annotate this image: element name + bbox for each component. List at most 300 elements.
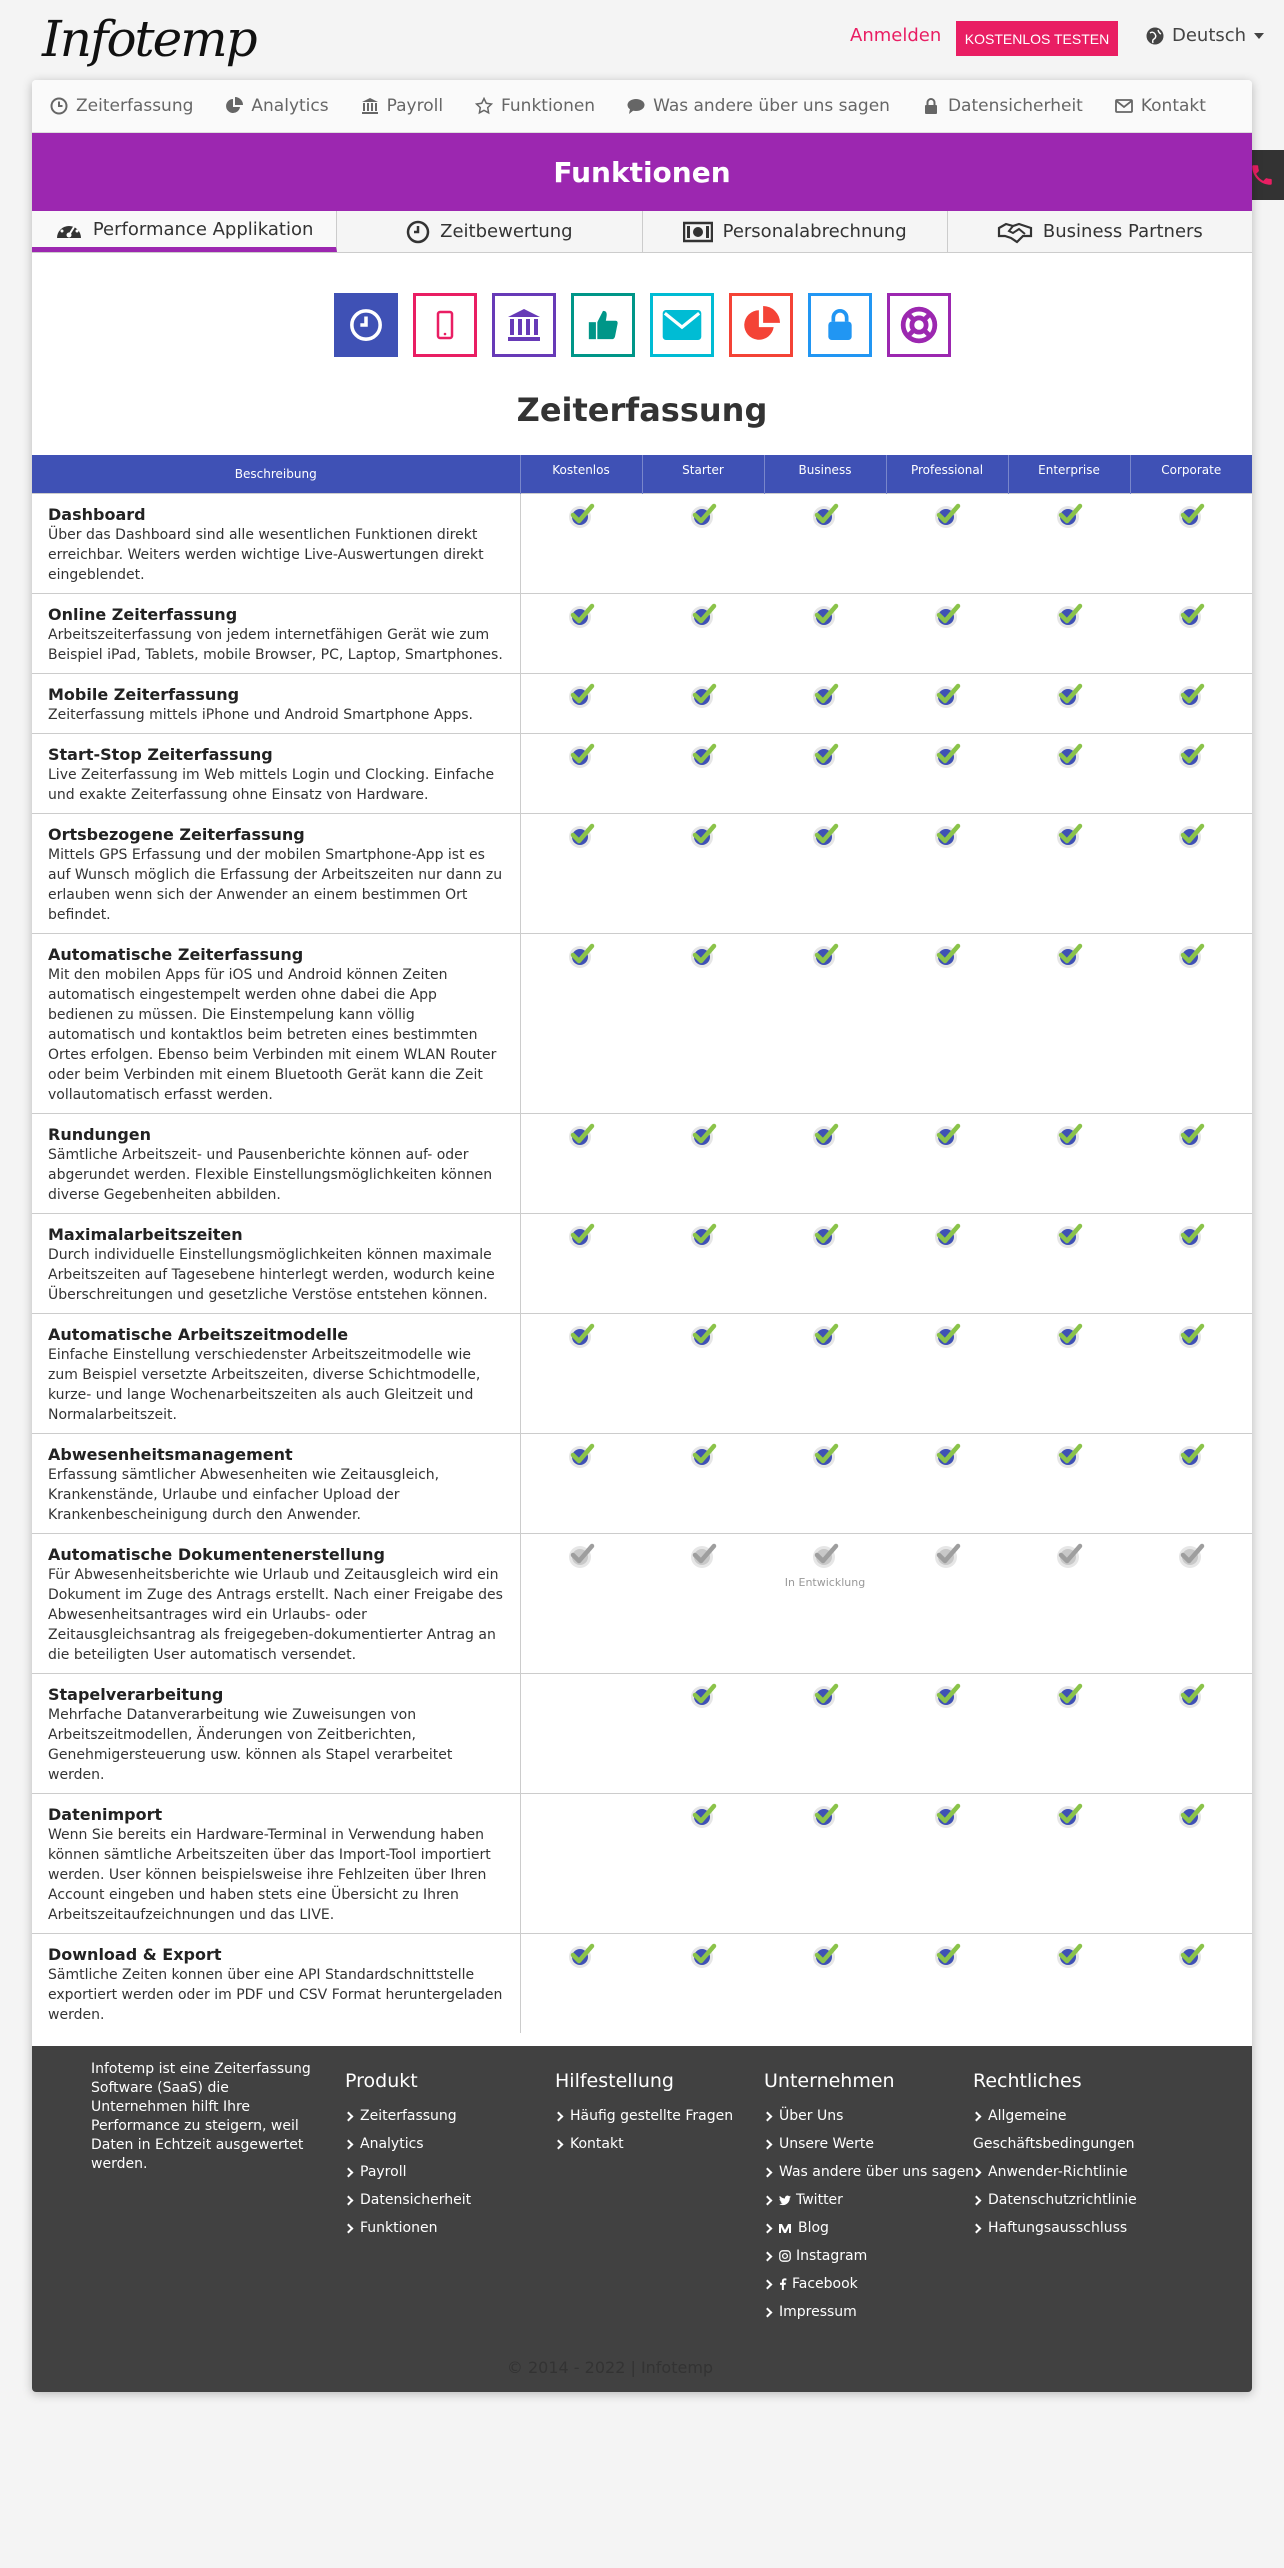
chevron-right-icon <box>344 2167 354 2177</box>
plan-availability-cell <box>1130 1213 1252 1313</box>
check-icon <box>565 1940 597 1972</box>
feature-text: Mit den mobilen Apps für iOS und Android können Zeiten automatisch eingestempelt werden ohne dabei die App bedienen zu müssen. Die Einstempelung kann völlig automatisch und kontaktlos beim betreten eines bestimmten Ortes erfolgen. Ebenso beim Verbinden mit einem WLAN Router oder beim Verbinden mit einem Bluetooth Gerät kann die Zeit vollautomatisch erfasst werden. <box>48 966 497 1103</box>
chevron-right-icon <box>763 2111 773 2121</box>
check-icon <box>1053 1320 1085 1352</box>
plan-availability-cell <box>886 813 1008 933</box>
plan-availability-cell <box>886 1433 1008 1533</box>
chevron-right-icon <box>344 2195 354 2205</box>
plan-availability-cell <box>520 733 642 813</box>
envelope-icon <box>662 310 702 340</box>
nav-label: Analytics <box>251 96 329 116</box>
plan-availability-cell <box>1008 1673 1130 1793</box>
instagram-icon <box>779 2250 791 2262</box>
feature-text: Sämtliche Arbeitszeit- und Pausenberichte können auf- oder abgerundet werden. Flexible Einstellungsmöglichkeiten können diverse Gegebenheiten abbilden. <box>48 1146 493 1203</box>
chevron-right-icon <box>763 2195 773 2205</box>
in-development-note: In Entwicklung <box>784 1575 866 1589</box>
check-icon <box>1053 1440 1085 1472</box>
table-row <box>32 1533 1252 1673</box>
nav-label: Kontakt <box>1140 96 1206 116</box>
check-icon <box>1053 600 1085 632</box>
category-analytics[interactable] <box>729 293 793 357</box>
feature-description-cell <box>32 1533 520 1673</box>
plan-availability-cell <box>520 813 642 933</box>
plan-availability-cell <box>1008 593 1130 673</box>
category-zeiterfassung[interactable] <box>334 293 398 357</box>
page-title: Funktionen <box>32 133 1252 211</box>
category-payroll[interactable] <box>492 293 556 357</box>
plan-availability-cell <box>520 1113 642 1213</box>
plan-availability-cell <box>1130 1433 1252 1533</box>
feature-category-icons <box>32 293 1252 357</box>
feature-description-cell <box>32 1793 520 1933</box>
comment-icon <box>627 97 645 115</box>
table-row <box>32 1113 1252 1213</box>
clock-icon <box>349 308 383 342</box>
footer-link[interactable]: Payroll <box>345 2158 471 2186</box>
envelope-icon <box>1115 97 1133 115</box>
check-icon <box>809 1680 841 1712</box>
column-header-plan: Starter <box>642 455 764 493</box>
check-icon <box>1053 1120 1085 1152</box>
table-row <box>32 1673 1252 1793</box>
content-card <box>32 80 1252 2392</box>
check-icon <box>1053 820 1085 852</box>
category-email[interactable] <box>650 293 714 357</box>
feature-comparison-table <box>32 455 1252 2033</box>
table-row <box>32 1433 1252 1533</box>
table-row <box>32 733 1252 813</box>
feature-title: Start-Stop Zeiterfassung <box>48 744 273 764</box>
check-pending-icon <box>687 1540 719 1572</box>
footer-link[interactable]: Geschäftsbedingungen <box>973 2136 1135 2152</box>
plan-availability-cell <box>764 1213 886 1313</box>
column-header-description: Beschreibung <box>32 455 520 493</box>
check-icon <box>931 1800 963 1832</box>
table-row <box>32 1213 1252 1313</box>
plan-availability-cell <box>764 1933 886 2033</box>
check-icon <box>1175 1120 1207 1152</box>
check-icon <box>931 820 963 852</box>
table-header-row <box>32 455 1252 493</box>
chevron-right-icon <box>763 2251 773 2261</box>
lock-icon <box>825 307 855 343</box>
plan-availability-cell <box>886 1673 1008 1793</box>
plan-availability-cell <box>1008 1533 1130 1673</box>
plan-availability-cell <box>764 933 886 1113</box>
check-icon <box>1175 820 1207 852</box>
check-icon <box>687 500 719 532</box>
feature-description-cell <box>32 1433 520 1533</box>
footer-link[interactable]: Allgemeine <box>973 2102 1137 2130</box>
check-icon <box>1175 1220 1207 1252</box>
chevron-right-icon <box>763 2279 773 2289</box>
check-icon <box>931 1320 963 1352</box>
footer-link[interactable]: Was andere über uns sagen <box>764 2158 974 2186</box>
feature-description-cell <box>32 1213 520 1313</box>
feature-text: Live Zeiterfassung im Web mittels Login und Clocking. Einfache und exakte Zeiterfassung ohne Einsatz von Hardware. <box>48 766 495 803</box>
check-icon <box>687 600 719 632</box>
check-icon <box>809 680 841 712</box>
star-icon <box>475 97 493 115</box>
nav-label: Datensicherheit <box>947 96 1083 116</box>
chevron-right-icon <box>554 2139 564 2149</box>
plan-availability-cell <box>520 933 642 1113</box>
thumbs-up-icon <box>585 308 621 342</box>
plan-availability-cell <box>764 493 886 593</box>
plan-availability-cell <box>520 493 642 593</box>
plan-availability-cell <box>1130 673 1252 733</box>
plan-availability-cell <box>1008 1313 1130 1433</box>
footer-link[interactable]: Unsere Werte <box>764 2130 974 2158</box>
plan-availability-cell <box>886 933 1008 1113</box>
check-icon <box>687 1680 719 1712</box>
category-feedback[interactable] <box>571 293 635 357</box>
plan-availability-cell <box>1130 1673 1252 1793</box>
check-icon <box>1053 940 1085 972</box>
check-icon <box>809 1320 841 1352</box>
footer-link[interactable]: Zeiterfassung <box>345 2102 471 2130</box>
medium-icon <box>779 2223 793 2234</box>
check-icon <box>687 680 719 712</box>
tab-bar <box>32 211 1252 253</box>
check-icon <box>1175 1680 1207 1712</box>
feature-title: Stapelverarbeitung <box>48 1684 224 1704</box>
tab-personalabrechnung[interactable] <box>643 211 948 252</box>
feature-text: Einfache Einstellung verschiedenster Arbeitszeitmodelle wie zum Beispiel versetzte Arbeitszeiten, diverse Schichtmodelle, kurze- und lange Wochenarbeitszeiten als auch Gleitzeit und Normalarbeitszeit. <box>48 1346 481 1423</box>
check-icon <box>1053 1940 1085 1972</box>
footer-link[interactable]: Häufig gestellte Fragen <box>555 2102 733 2130</box>
check-icon <box>1175 1940 1207 1972</box>
bank-icon <box>361 97 379 115</box>
plan-availability-cell <box>642 1673 764 1793</box>
check-icon <box>1175 680 1207 712</box>
check-icon <box>931 1120 963 1152</box>
footer-link[interactable]: Anwender-Richtlinie <box>973 2158 1137 2186</box>
plan-availability-cell <box>1130 933 1252 1113</box>
check-icon <box>1053 1680 1085 1712</box>
plan-availability-cell <box>1008 673 1130 733</box>
tab-business-partners[interactable] <box>948 211 1252 252</box>
mobile-icon <box>435 309 455 341</box>
check-icon <box>687 740 719 772</box>
feature-title: Online Zeiterfassung <box>48 604 238 624</box>
check-icon <box>809 1800 841 1832</box>
chevron-right-icon <box>763 2139 773 2149</box>
language-label: Deutsch <box>1172 25 1247 46</box>
footer-link[interactable]: Datensicherheit <box>345 2186 471 2214</box>
check-icon <box>931 1440 963 1472</box>
feature-title: Ortsbezogene Zeiterfassung <box>48 824 305 844</box>
check-icon <box>1175 1320 1207 1352</box>
feature-text: Mehrfache Datanverarbeitung wie Zuweisungen von Arbeitszeitmodellen, Änderungen von Zeitberichten, Genehmigersteuerung usw. können als Stapel verarbeitet werden. <box>48 1706 453 1783</box>
plan-availability-cell <box>764 1793 886 1933</box>
feature-text: Zeiterfassung mittels iPhone und Android Smartphone Apps. <box>48 706 473 723</box>
plan-availability-cell <box>520 1933 642 2033</box>
check-pending-icon <box>565 1540 597 1572</box>
plan-availability-cell <box>764 673 886 733</box>
plan-availability-cell <box>520 1533 642 1673</box>
check-pending-icon <box>931 1540 963 1572</box>
plan-availability-cell <box>886 673 1008 733</box>
chevron-down-icon <box>1254 33 1264 39</box>
footer-heading: Produkt <box>345 2070 418 2092</box>
check-icon <box>931 680 963 712</box>
plan-availability-cell <box>764 733 886 813</box>
plan-availability-cell <box>642 1793 764 1933</box>
check-icon <box>1053 1800 1085 1832</box>
feature-description-cell <box>32 673 520 733</box>
check-icon <box>565 680 597 712</box>
feature-title: Dashboard <box>48 504 146 524</box>
plan-availability-cell <box>764 1433 886 1533</box>
chevron-right-icon <box>344 2223 354 2233</box>
logo[interactable]: Infotemp <box>42 10 256 68</box>
plan-availability-cell <box>886 493 1008 593</box>
tab-label: Performance Applikation <box>92 218 314 240</box>
bank-icon <box>504 307 544 343</box>
nav-item-analytics[interactable] <box>225 96 328 116</box>
plan-availability-cell <box>886 733 1008 813</box>
feature-title: Automatische Zeiterfassung <box>48 944 304 964</box>
check-icon <box>809 600 841 632</box>
footer-heading: Rechtliches <box>973 2070 1082 2092</box>
plan-availability-cell <box>886 1793 1008 1933</box>
check-icon <box>809 1440 841 1472</box>
plan-availability-cell <box>642 493 764 593</box>
footer <box>32 2046 1252 2392</box>
nav-label: Was andere über uns sagen <box>653 96 890 116</box>
check-pending-icon <box>1175 1540 1207 1572</box>
category-mobile[interactable] <box>413 293 477 357</box>
check-icon <box>1175 1800 1207 1832</box>
feature-title: Abwesenheitsmanagement <box>48 1444 293 1464</box>
check-icon <box>1175 600 1207 632</box>
chevron-right-icon <box>554 2111 564 2121</box>
plan-availability-cell <box>1008 1433 1130 1533</box>
check-icon <box>687 1320 719 1352</box>
check-icon <box>565 940 597 972</box>
check-icon <box>931 1680 963 1712</box>
feature-title: Download & Export <box>48 1944 222 1964</box>
feature-description-cell <box>32 593 520 673</box>
check-icon <box>809 1120 841 1152</box>
feature-description-cell <box>32 1313 520 1433</box>
footer-column-hilfestellung <box>555 2070 733 2158</box>
check-icon <box>809 820 841 852</box>
plan-availability-cell <box>1008 733 1130 813</box>
feature-text: Über das Dashboard sind alle wesentlichen Funktionen direkt erreichbar. Weiters werden wichtige Live-Auswertungen direkt eingeblendet. <box>48 526 484 583</box>
plan-availability-cell <box>642 1113 764 1213</box>
column-header-plan: Kostenlos <box>520 455 642 493</box>
chevron-right-icon <box>972 2195 982 2205</box>
plan-availability-cell <box>642 593 764 673</box>
plan-availability-cell <box>764 813 886 933</box>
footer-link[interactable]: Analytics <box>345 2130 471 2158</box>
nav-item-testimonials[interactable] <box>627 96 890 116</box>
tab-label: Zeitbewertung <box>440 221 573 242</box>
nav-label: Zeiterfassung <box>76 96 194 116</box>
language-selector[interactable] <box>1146 25 1264 46</box>
plan-availability-cell <box>1008 1213 1130 1313</box>
chevron-right-icon <box>763 2167 773 2177</box>
plan-availability-cell <box>642 1213 764 1313</box>
nav-label: Payroll <box>386 96 444 116</box>
plan-availability-cell <box>642 1433 764 1533</box>
table-row <box>32 673 1252 733</box>
plan-availability-cell <box>1008 1113 1130 1213</box>
check-icon <box>1053 500 1085 532</box>
table-row <box>32 1933 1252 2033</box>
plan-availability-cell <box>764 1673 886 1793</box>
plan-availability-cell <box>886 593 1008 673</box>
check-icon <box>687 1440 719 1472</box>
footer-link-blog[interactable]: Blog <box>764 2214 974 2242</box>
category-support[interactable] <box>887 293 951 357</box>
check-icon <box>687 1940 719 1972</box>
check-pending-icon <box>809 1540 841 1572</box>
feature-description-cell <box>32 733 520 813</box>
plan-availability-cell <box>886 1533 1008 1673</box>
check-icon <box>687 1800 719 1832</box>
main-nav <box>32 80 1252 133</box>
feature-text: Arbeitszeiterfassung von jedem internetfähigen Gerät wie zum Beispiel iPad, Tablets, mobile Browser, PC, Laptop, Smartphones. <box>48 626 503 663</box>
check-icon <box>931 940 963 972</box>
copyright-text: © 2014 - 2022 | Infotemp <box>506 2358 714 2377</box>
footer-link[interactable]: Impressum <box>764 2298 974 2326</box>
nav-item-kontakt[interactable] <box>1115 96 1206 116</box>
check-icon <box>565 1120 597 1152</box>
plan-availability-cell <box>642 813 764 933</box>
feature-text: Mittels GPS Erfassung und der mobilen Smartphone-App ist es auf Wunsch möglich die Erfassung der Arbeitszeiten nur dann zu erlauben wenn sich der Anwender an einem bestimmen Ort befindet. <box>48 846 503 923</box>
chevron-right-icon <box>763 2307 773 2317</box>
footer-heading: Hilfestellung <box>555 2070 674 2092</box>
plan-availability-cell <box>886 1313 1008 1433</box>
pie-chart-icon <box>742 306 780 344</box>
footer-link[interactable]: Haftungsausschluss <box>973 2214 1137 2242</box>
dashboard-icon <box>55 218 83 240</box>
feature-description-cell <box>32 1113 520 1213</box>
chevron-right-icon <box>763 2223 773 2233</box>
plan-availability-cell <box>520 1673 642 1793</box>
footer-link[interactable]: Kontakt <box>555 2130 733 2158</box>
free-trial-button[interactable]: KOSTENLOS TESTEN <box>956 21 1118 56</box>
plan-availability-cell <box>1008 493 1130 593</box>
tab-performance[interactable] <box>32 211 337 252</box>
pie-chart-icon <box>225 97 243 115</box>
check-icon <box>931 740 963 772</box>
chevron-right-icon <box>972 2167 982 2177</box>
tab-zeitbewertung[interactable] <box>337 211 642 252</box>
footer-link[interactable]: Datenschutzrichtlinie <box>973 2186 1137 2214</box>
feature-title: Datenimport <box>48 1804 163 1824</box>
check-icon <box>565 600 597 632</box>
plan-availability-cell <box>764 1113 886 1213</box>
plan-availability-cell <box>1130 1933 1252 2033</box>
plan-availability-cell <box>1130 1533 1252 1673</box>
feature-title: Mobile Zeiterfassung <box>48 684 240 704</box>
table-row <box>32 813 1252 933</box>
check-icon <box>565 1220 597 1252</box>
plan-availability-cell <box>520 1213 642 1313</box>
plan-availability-cell <box>1130 1113 1252 1213</box>
chevron-right-icon <box>972 2223 982 2233</box>
check-icon <box>687 820 719 852</box>
footer-about-text: Infotemp ist eine Zeiterfassung Software (SaaS) die Unternehmen hilft Ihre Performance zu steigern, weil Daten in Echtzeit ausgewertet werden. <box>91 2061 311 2172</box>
plan-availability-cell <box>1008 933 1130 1113</box>
plan-availability-cell <box>886 1213 1008 1313</box>
check-pending-icon <box>1053 1540 1085 1572</box>
nav-label: Funktionen <box>501 96 596 116</box>
plan-availability-cell <box>520 1433 642 1533</box>
chevron-right-icon <box>344 2111 354 2121</box>
table-row <box>32 493 1252 593</box>
plan-availability-cell <box>520 1313 642 1433</box>
feature-description-cell <box>32 1673 520 1793</box>
money-icon <box>683 221 713 243</box>
footer-link[interactable]: Über Uns <box>764 2102 974 2130</box>
plan-availability-cell <box>764 1533 886 1673</box>
footer-column-unternehmen <box>764 2070 974 2326</box>
footer-link[interactable]: Funktionen <box>345 2214 471 2242</box>
plan-availability-cell <box>764 1313 886 1433</box>
plan-availability-cell <box>764 593 886 673</box>
footer-column-rechtliches <box>973 2070 1137 2242</box>
column-header-plan: Business <box>764 455 886 493</box>
check-icon <box>931 500 963 532</box>
chevron-right-icon <box>344 2139 354 2149</box>
plan-availability-cell <box>886 1933 1008 2033</box>
column-header-plan: Professional <box>886 455 1008 493</box>
check-icon <box>1175 500 1207 532</box>
nav-item-zeiterfassung[interactable] <box>50 96 193 116</box>
plan-availability-cell <box>642 1533 764 1673</box>
footer-link-twitter[interactable]: Twitter <box>764 2186 974 2214</box>
plan-availability-cell <box>1130 733 1252 813</box>
table-row <box>32 1793 1252 1933</box>
plan-availability-cell <box>1008 1933 1130 2033</box>
footer-column-produkt <box>345 2070 471 2242</box>
feature-description-cell <box>32 933 520 1113</box>
lifebuoy-icon <box>900 306 938 344</box>
check-icon <box>565 1320 597 1352</box>
table-row <box>32 593 1252 673</box>
table-row <box>32 933 1252 1113</box>
footer-link-instagram[interactable]: Instagram <box>764 2242 974 2270</box>
check-icon <box>931 600 963 632</box>
clock-icon <box>406 220 430 244</box>
category-security[interactable] <box>808 293 872 357</box>
check-icon <box>565 500 597 532</box>
check-icon <box>1053 1220 1085 1252</box>
plan-availability-cell <box>1130 813 1252 933</box>
nav-item-datensicherheit[interactable] <box>922 96 1083 116</box>
check-icon <box>1053 740 1085 772</box>
nav-item-funktionen[interactable] <box>475 96 595 116</box>
check-icon <box>809 1940 841 1972</box>
plan-availability-cell <box>520 1793 642 1933</box>
feature-title: Automatische Arbeitszeitmodelle <box>48 1324 349 1344</box>
feature-title: Rundungen <box>48 1124 152 1144</box>
chevron-right-icon <box>972 2111 982 2121</box>
footer-link-facebook[interactable]: Facebook <box>764 2270 974 2298</box>
twitter-icon <box>779 2195 791 2206</box>
feature-text: Wenn Sie bereits ein Hardware-Terminal in Verwendung haben können sämtliche Arbeitszeiten über das Import-Tool importiert werden. User können beispielsweise ihre Fehlzeiten über Ihren Account eingeben und haben stets eine Übersicht zu Ihren Arbeitszeitaufzeichnungen und das LIVE. <box>48 1826 491 1923</box>
login-link[interactable]: Anmelden <box>850 25 942 46</box>
nav-item-payroll[interactable] <box>361 96 443 116</box>
plan-availability-cell <box>642 1933 764 2033</box>
facebook-icon <box>779 2278 787 2290</box>
top-bar <box>0 0 1284 76</box>
